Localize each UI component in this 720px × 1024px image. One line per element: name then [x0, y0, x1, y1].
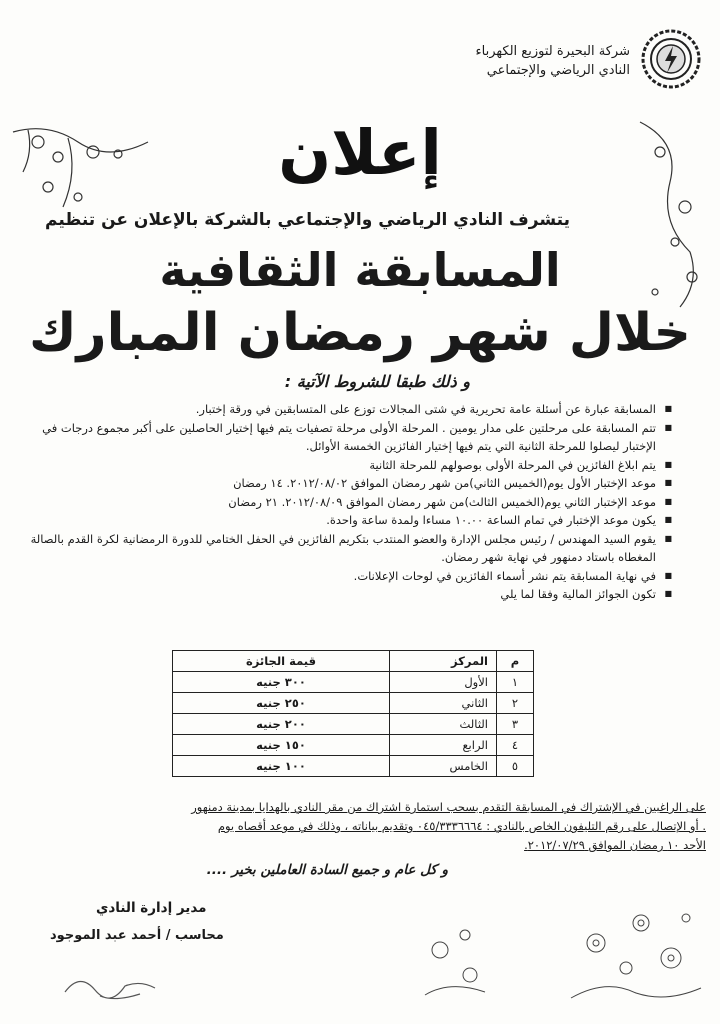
table-row — [173, 735, 534, 756]
column-header-place: المركز — [390, 651, 497, 672]
signup-line: الأحد ١٠ رمضان الموافق ٢٠١٢/٠٧/٢٩. — [524, 838, 706, 852]
table-row — [173, 756, 534, 777]
conditions-heading: و ذلك طبقا للشروط الآتية : — [284, 372, 470, 391]
rule-item: ■ تتم المسابقة على مرحلتين على مدار يومين . المرحلة الأولى مرحلة تصفيات يتم فيها إختيار الحاصلين على أكبر مجموع درجات في الإختبار ليصلوا للمرحلة الثانية التي يتم فيها إختيار الفائزين الخمسة الأوائل. — [14, 419, 672, 456]
intro-text: يتشرف النادي الرياضي والإجتماعي بالشركة بالإعلان عن تنظيم — [45, 210, 570, 230]
manager-title: مدير إدارة النادي — [96, 900, 207, 916]
cell-value: ٢٥٠ جنيه — [173, 693, 390, 714]
rule-item: ■ يقوم السيد المهندس / رئيس مجلس الإدارة والعضو المنتدب بتكريم الفائزين في الحفل الختامي للدورة الرمضانية لكرة القدم بالصالة المغطاه باستاد دمنهور في نهاية شهر رمضان. — [14, 530, 672, 567]
cell-place: الثالث — [390, 714, 497, 735]
signup-instructions — [10, 798, 706, 855]
announcement-heading: إعلان — [278, 116, 442, 189]
floral-decoration-icon — [420, 920, 490, 1000]
floral-decoration-icon — [566, 898, 706, 1008]
cell-value: ١٥٠ جنيه — [173, 735, 390, 756]
cell-num: ٣ — [497, 714, 534, 735]
table-row — [173, 672, 534, 693]
cell-value: ١٠٠ جنيه — [173, 756, 390, 777]
competition-subtitle: خلال شهر رمضان المبارك — [28, 303, 692, 363]
accountant-name: محاسب / أحمد عبد الموجود — [50, 928, 224, 943]
cell-place: الرابع — [390, 735, 497, 756]
prize-table — [172, 650, 534, 777]
company-logo-icon — [640, 28, 702, 90]
table-row — [173, 714, 534, 735]
club-name: النادي الرياضي والإجتماعي — [486, 63, 630, 78]
rules-list — [14, 400, 672, 604]
rule-item: ■ في نهاية المسابقة يتم نشر أسماء الفائزين في لوحات الإعلانات. — [14, 567, 672, 586]
rule-item: ■ موعد الإختبار الأول يوم(الخميس الثاني)من شهر رمضان الموافق ٢٠١٢/٠٨/٠٢. ١٤ رمضان — [14, 474, 672, 493]
cell-value: ٣٠٠ جنيه — [173, 672, 390, 693]
rule-item: ■ المسابقة عبارة عن أسئلة عامة تحريرية في شتى المجالات توزع على المتسابقين في ورقة إختبار. — [14, 400, 672, 419]
company-name: شركة البحيرة لتوزيع الكهرباء — [475, 44, 630, 59]
table-header-row — [173, 651, 534, 672]
organization-names — [476, 42, 630, 80]
cell-num: ٥ — [497, 756, 534, 777]
rule-item: ■ موعد الإختبار الثاني يوم(الخميس الثالث)من شهر رمضان الموافق ٢٠١٢/٠٨/٠٩. ٢١ رمضان — [14, 493, 672, 512]
cell-place: الخامس — [390, 756, 497, 777]
cell-place: الثاني — [390, 693, 497, 714]
letterhead — [402, 28, 702, 98]
rule-item: ■ يتم ابلاغ الفائزين في المرحلة الأولى بوصولهم للمرحلة الثانية — [14, 456, 672, 475]
cell-num: ٤ — [497, 735, 534, 756]
signup-line: . أو الإتصال على رقم التليفون الخاص بالنادي : ٠٤٥/٣٣٣٦٦٦٤ وتقديم بياناته ، وذلك في موعد أقصاه يوم — [217, 819, 706, 833]
cell-num: ١ — [497, 672, 534, 693]
closing-greeting: و كل عام و جميع السادة العاملين بخير .... — [206, 862, 448, 878]
rule-item: ■ يكون موعد الإختبار في تمام الساعة ١٠.٠٠ مساءا ولمدة ساعة واحدة. — [14, 511, 672, 530]
table-row — [173, 693, 534, 714]
competition-title: المسابقة الثقافية — [159, 243, 561, 297]
cell-place: الأول — [390, 672, 497, 693]
cell-value: ٢٠٠ جنيه — [173, 714, 390, 735]
column-header-num: م — [497, 651, 534, 672]
cell-num: ٢ — [497, 693, 534, 714]
rule-item: ■ تكون الجوائز المالية وفقا لما يلي — [14, 585, 672, 604]
handwritten-signature-icon — [60, 962, 170, 1006]
signup-line: على الراغبين في الإشتراك في المسابقة التقدم بسحب استمارة اشتراك من مقر النادي بالهدايا بمدينة دمنهور — [191, 800, 706, 814]
column-header-value: قيمة الجائزة — [173, 651, 390, 672]
